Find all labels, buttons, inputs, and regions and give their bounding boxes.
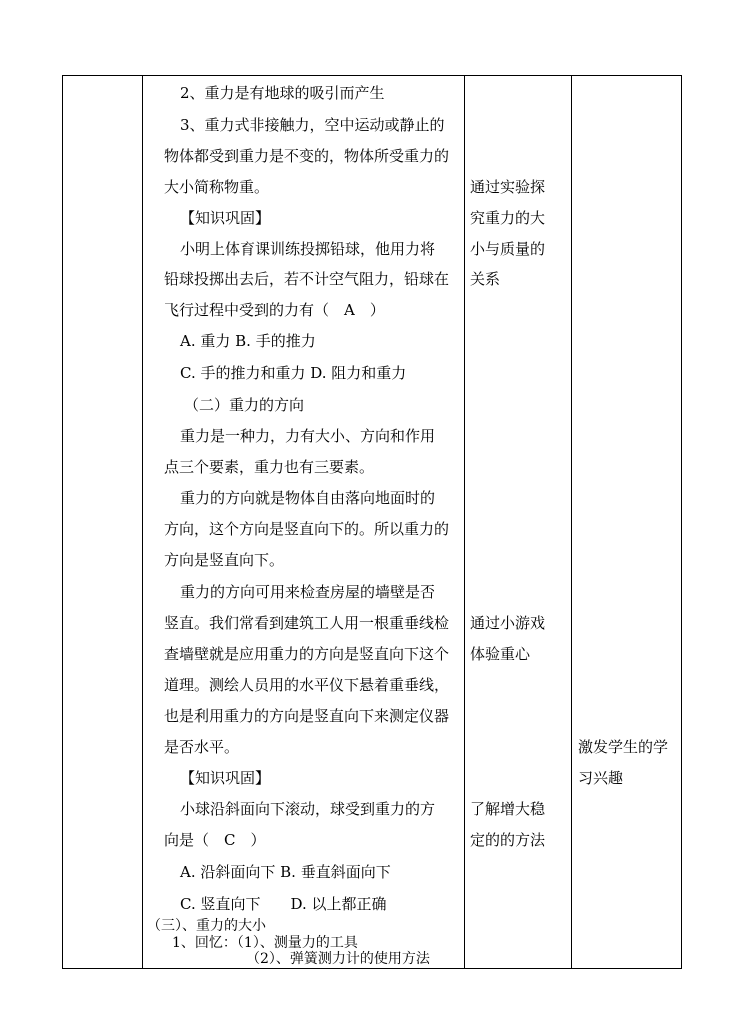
- content-line: 飞行过程中受到的力有（ A ）: [164, 301, 385, 319]
- activity-line: 究重力的大: [470, 209, 546, 227]
- activity-line: 关系: [470, 270, 501, 288]
- content-line: （2）、弹簧测力计的使用方法: [246, 951, 430, 967]
- content-line: 方向，这个方向是竖直向下的。所以重力的: [164, 520, 450, 538]
- content-line: 点三个要素，重力也有三要素。: [164, 458, 375, 476]
- content-line: 重力是一种力，力有大小、方向和作用: [180, 427, 436, 445]
- activity-line: 体验重心: [470, 645, 531, 663]
- section-heading: 【知识巩固】: [180, 209, 271, 227]
- content-line: 小明上体育课训练投掷铅球，他用力将: [180, 240, 436, 258]
- content-line: 大小简称物重。: [164, 178, 270, 196]
- content-line: 向是（ C ）: [164, 831, 266, 849]
- activity-line: 通过小游戏: [470, 614, 546, 632]
- content-line: 查墙壁就是应用重力的方向是竖直向下这个: [164, 645, 450, 663]
- content-line: 铅球投掷出去后，若不计空气阻力，铅球在: [164, 270, 450, 288]
- content-line: 物体都受到重力是不变的，物体所受重力的: [164, 147, 450, 165]
- section-heading: 【知识巩固】: [180, 769, 271, 787]
- section-heading: （二）重力的方向: [184, 396, 305, 414]
- activity-line: 小与质量的: [470, 240, 546, 258]
- content-line: 重力的方向可用来检查房屋的墙壁是否: [180, 583, 436, 601]
- content-line: 重力的方向就是物体自由落向地面时的: [180, 489, 436, 507]
- content-line: 小球沿斜面向下滚动，球受到重力的方: [180, 800, 436, 818]
- activity-line: 了解增大稳: [470, 800, 546, 818]
- intent-line: 激发学生的学: [578, 738, 669, 756]
- content-line: 道理。测绘人员用的水平仪下悬着重垂线，: [164, 676, 450, 694]
- content-line: 1、回忆：（1）、测量力的工具: [172, 935, 358, 951]
- content-line: 3、重力式非接触力，空中运动或静止的: [180, 116, 445, 134]
- column-divider: [464, 75, 465, 969]
- quiz-option: C. 手的推力和重力 D. 阻力和重力: [180, 364, 407, 382]
- content-line: 是否水平。: [164, 738, 240, 756]
- section-heading: （三）、重力的大小: [147, 918, 266, 934]
- intent-line: 习兴趣: [578, 769, 624, 787]
- column-divider: [142, 75, 143, 969]
- quiz-option: A. 重力 B. 手的推力: [180, 332, 316, 350]
- activity-line: 通过实验探: [470, 178, 546, 196]
- content-line: 竖直。我们常看到建筑工人用一根重垂线检: [164, 614, 450, 632]
- content-line: 2、重力是有地球的吸引而产生: [180, 84, 385, 102]
- quiz-option: C. 竖直向下 D. 以上都正确: [180, 895, 387, 913]
- quiz-option: A. 沿斜面向下 B. 垂直斜面向下: [180, 863, 391, 881]
- content-line: 方向是竖直向下。: [164, 551, 285, 569]
- column-divider: [571, 75, 572, 969]
- activity-line: 定的的方法: [470, 831, 546, 849]
- content-line: 也是利用重力的方向是竖直向下来测定仪器: [164, 707, 450, 725]
